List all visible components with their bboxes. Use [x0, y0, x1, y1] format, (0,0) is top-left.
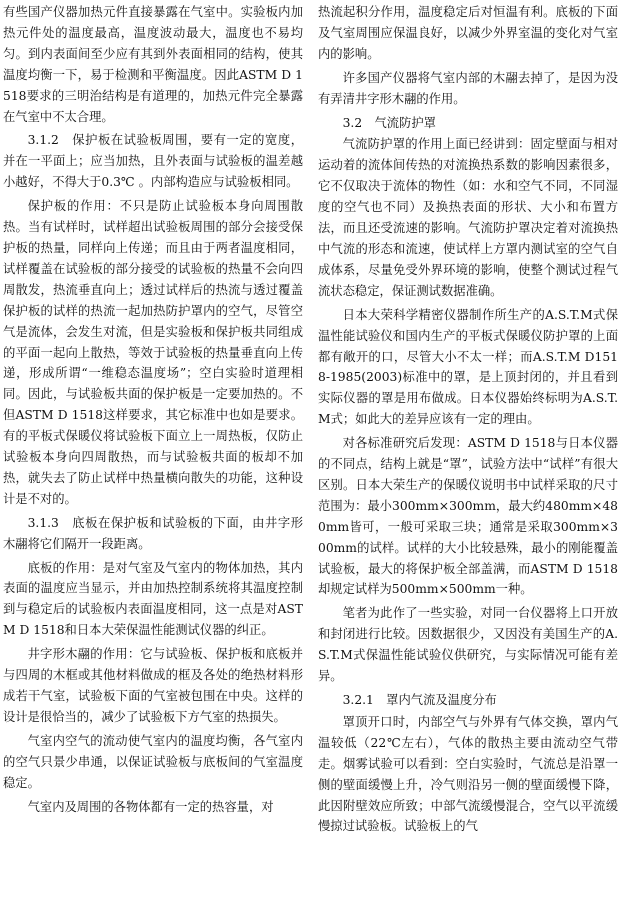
right-column — [318, 2, 618, 840]
body-paragraph: 3.1.3 底板在保护板和试验板的下面，由井字形木翮将它们隔开一段距离。 — [3, 515, 303, 551]
section-heading: 3.2 气流防护罩 — [342, 115, 436, 130]
body-paragraph: 保护板的作用：不只是防止试验板本身向周围散热。当有试样时，试样超出试验板周围的部分会接受保护板的热量，同样向上传递；而且由于两者温度相同，试样覆盖在试验板的部分接受的试验板的热量不会向四周散发，热流垂直向上；透过试样后的热流与透过覆盖保护板的试样的热流一起加热防护罩内的空气，尽管空气是流体，会发生对流，但是实验板和保护板共同组成的平面一起向上散热，等效于试验板的热量垂直向上传递，形成所谓“一维稳态温度场”；空白实验时道理相同。因此，与试验板共面的保护板是一定要加热的。不但ASTM D 1518这样要求，其它标准中也如是要求。有的平板式保暖仪将试验板下面立上一周热板，仅防止试验板本身向四周散热，而与试验板共面的板却不加热，就失去了防止试样中热量横向散失的功能，这种设计是不对的。 — [3, 199, 303, 506]
body-paragraph: 笔者为此作了一些实验，对同一台仪器将上口开放和封闭进行比较。因数据很少，又因没有美国生产的A.S.T.M式保温性能试验仪供研究，与实际情况可能有差异。 — [318, 606, 618, 684]
body-paragraph: 许多国产仪器将气室内部的木翮去掉了，是因为没有弄清井字形木翮的作用。 — [318, 70, 618, 106]
body-paragraph: 日本大荣科学精密仪器制作所生产的A.S.T.M式保温性能试验仪和国内生产的平板式保暖仪防护罩的上面都有敞开的口，尽管大小不太一样；而A.S.T.M D1518-1985(2003)标准中的罩，是上顶封闭的，并且看到实际仪器的罩是用布做成。日本仪器始终标明为A.S.T.M式；如此大的差异应该有一定的理由。 — [318, 307, 618, 427]
body-paragraph: 气室内空气的流动使气室内的温度均衡，各气室内的空气只景少串通，以保证试验板与底板间的气室温度稳定。 — [3, 733, 303, 790]
body-paragraph: 井字形木翮的作用：它与试验板、保护板和底板并与四周的木框或其他材料做成的框及各处的绝热材料形成若干气室，试验板下面的气室被包围在中央。这样的设计是很恰当的，减少了试验板下方气室的热损失。 — [3, 647, 303, 724]
body-paragraph: 罩顶开口时，内部空气与外界有气体交换，罩内气温较低（22℃左右），气体的散热主要由流动空气带走。烟雾试验可以看到：空白实验时，气流总是沿罩一侧的壁面缓慢上升，冷气则沿另一侧的壁面缓慢下降，此因附壁效应所致；中部气流缓慢混合，空气以平流缓慢掠过试验板。试验板上的气 — [318, 714, 618, 834]
body-paragraph: 热流起积分作用，温度稳定后对恒温有利。底板的下面及气室周围应保温良好，以减少外界室温的变化对气室内的影响。 — [318, 5, 618, 61]
body-paragraph: 3.1.2 保护板在试验板周围，要有一定的宽度，并在一平面上；应当加热，且外表面与试验板的温差越小越好，不得大于0.3℃ 。内部构造应与试验板相同。 — [3, 133, 303, 190]
body-paragraph: 有些国产仪器加热元件直接暴露在气室中。实验板内加热元件处的温度最高，温度波动最大，温度也不易均匀。到内表面间至少应有其到外表面相同的结构，使其温度均衡一下，易于检测和平衡温度。因此ASTM D 1518要求的三明治结构是有道理的，加热元件完全暴露在气室中不太合理。 — [3, 5, 303, 124]
body-paragraph: 对各标准研究后发现：ASTM D 1518与日本仪器的不同点，结构上就是“罩”，试验方法中“试样”有很大区别。日本大荣生产的保暖仪说明书中试样采取的尺寸范围为：最小300mm×300mm，最大约480mm×480mm皆可，一般可采取三块；通常是采取300mm×300mm的试样。试样的大小比较悬殊，最小的刚能覆盖试验板，最大的将保护板全部盖满，而ASTM D 1518却规定试样为500mm×500mm一种。 — [318, 436, 618, 597]
section-heading: 3.2.1 罩内气流及温度分布 — [342, 693, 497, 707]
body-paragraph: 气流防护罩的作用上面已经讲到：固定壁面与相对运动着的流体间传热的对流换热系数的影响因素很多，它不仅取决于流体的物性（如：水和空气不同，不同湿度的空气也不同）及换热表面的形状、大小和布置方法，而且还受流速的影响。气流防护罩决定着对流换热中气流的形态和流速，使试样上方罩内测试室的空气自成体系，尽量免受外界环境的影响，使整个测试过程气流状态稳定，保证测试数据准确。 — [318, 137, 618, 298]
body-paragraph: 气室内及周围的各物体都有一定的热容量，对 — [27, 799, 274, 814]
left-column — [3, 2, 303, 820]
body-paragraph: 底板的作用：是对气室及气室内的物体加热，其内表面的温度应当显示，并由加热控制系统将其温度控制到与稳定后的试验板内表面温度相同，这一点是对ASTM D 1518和日本大荣保温性能测试仪器的纠正。 — [3, 560, 303, 638]
